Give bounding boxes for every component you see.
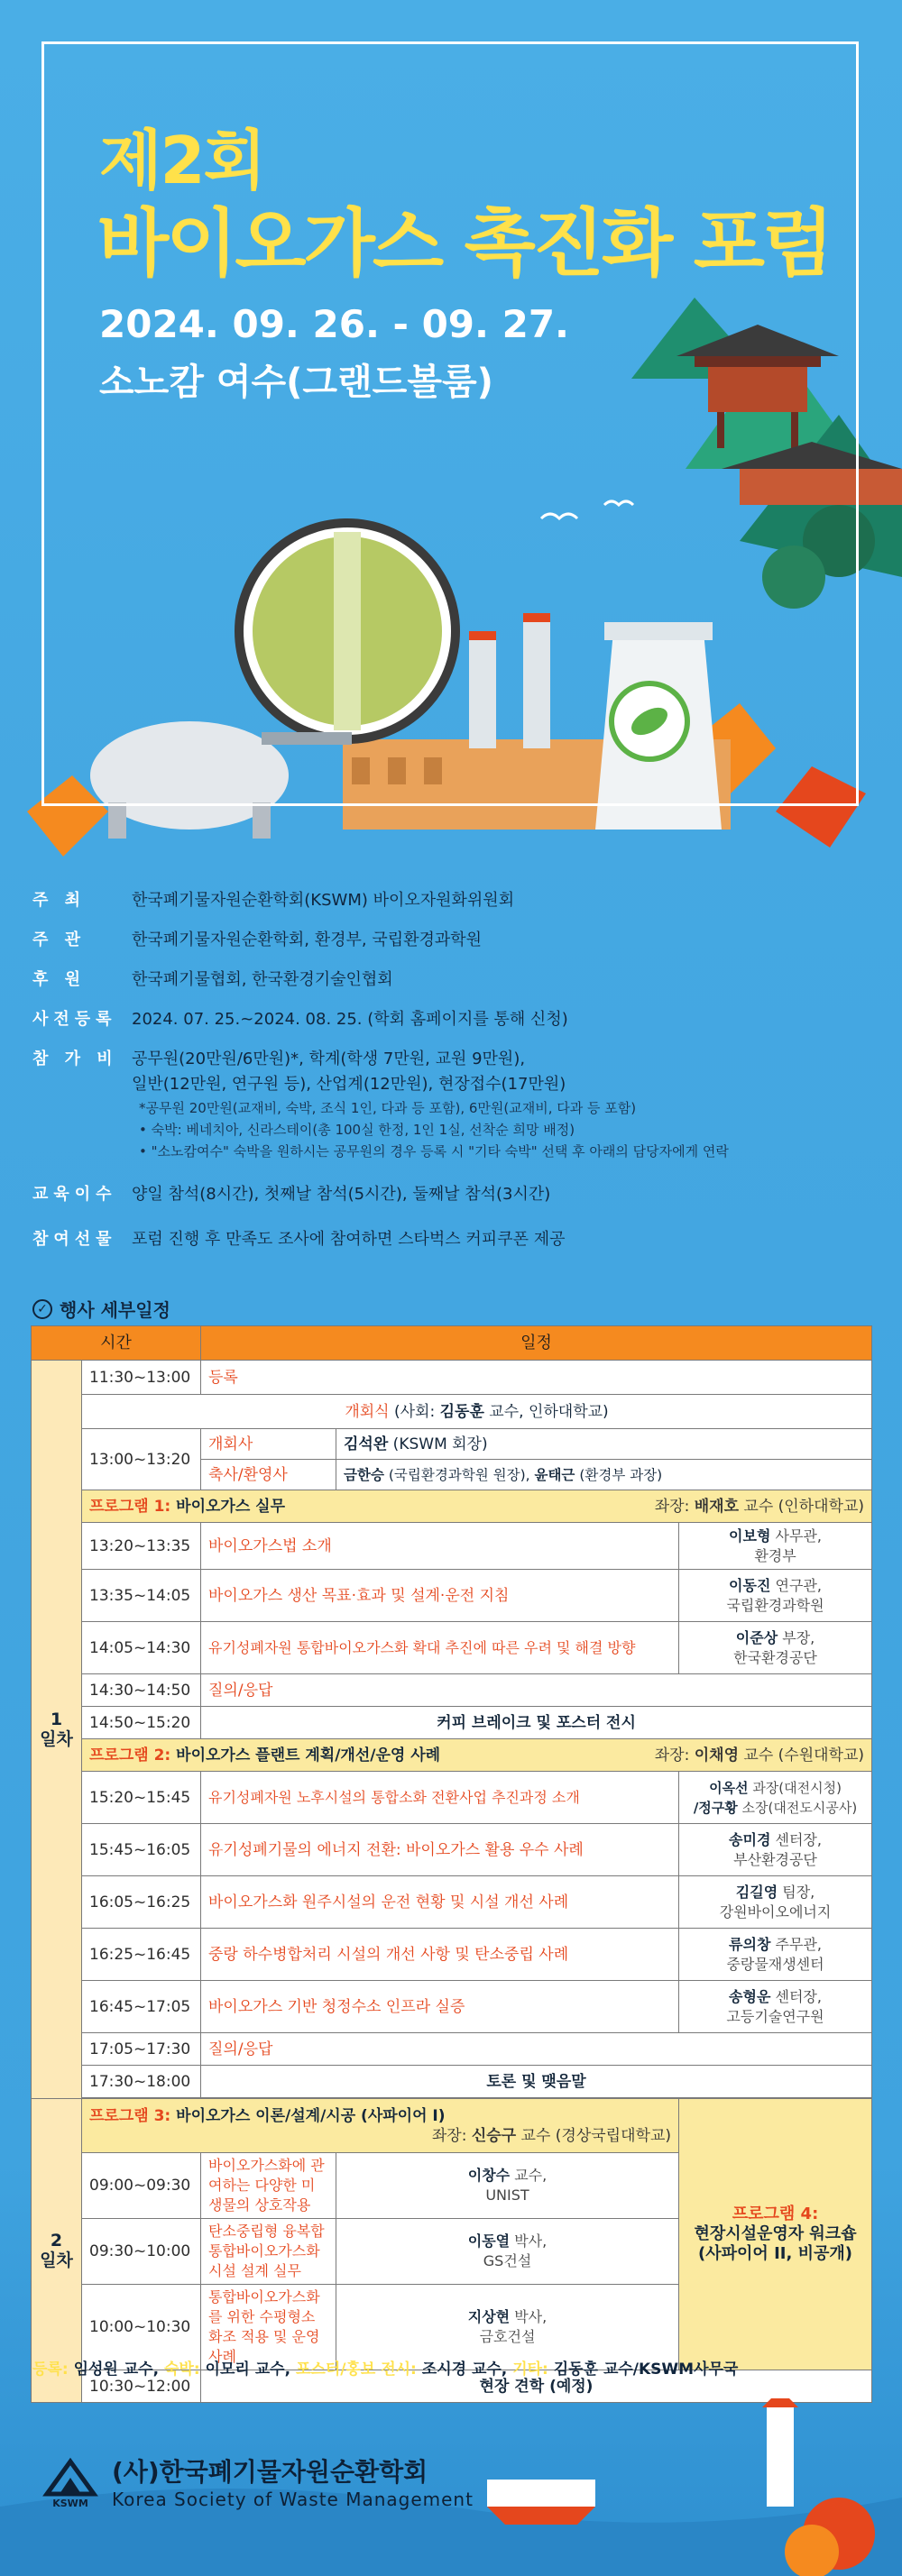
speaker-name: 류의창: [729, 1935, 771, 1953]
schedule-heading: [32, 1296, 170, 1322]
program-row: [32, 1739, 872, 1772]
forum-edition: 제2회: [99, 123, 265, 198]
time-cell: 10:30~12:00: [82, 2370, 201, 2403]
session-title: 바이오가스 생산 목표·효과 및 설계·운전 지침: [201, 1570, 679, 1622]
speaker-role: 박사,: [510, 2232, 548, 2250]
session-title: 중랑 하수병합처리 시설의 개선 사항 및 탄소중립 사례: [201, 1929, 679, 1981]
info-value: 양일 참석(8시간), 첫째날 참석(5시간), 둘째날 참석(3시간): [132, 1185, 551, 1204]
program-row: [32, 2099, 872, 2153]
speaker-role: 부장,: [778, 1628, 815, 1646]
fee-note: *공무원 20만원(교재비, 숙박, 조식 1인, 다과 등 포함), 6만원(교재비, 다과 등 포함): [139, 1100, 637, 1116]
program-header: [82, 1739, 872, 1772]
time-cell: 10:00~10:30: [82, 2285, 201, 2370]
table-row: [32, 1361, 872, 1395]
table-row: [32, 1622, 872, 1674]
speaker-role: 연구관,: [770, 1576, 822, 1594]
table-header-row: [32, 1326, 872, 1361]
speaker-role: 과장(대전시청): [748, 1779, 842, 1796]
opening-host-name: 김동훈: [439, 1402, 484, 1421]
speaker-name: 김석완: [344, 1435, 389, 1453]
col-header-schedule: 일정: [201, 1326, 872, 1361]
info-value: 포럼 진행 후 만족도 조사에 참여하면 스타벅스 커피쿠폰 제공: [132, 1230, 566, 1249]
time-cell: 14:50~15:20: [82, 1707, 201, 1739]
speaker-role: 팀장,: [778, 1883, 815, 1901]
time-cell: 13:00~13:20: [82, 1429, 201, 1490]
program-4-room: (사파이어 II, 비공개): [698, 2244, 852, 2263]
contact-value: 이모리 교수,: [199, 2361, 296, 2379]
contact-value: 김동훈 교수/KSWM사무국: [548, 2361, 739, 2379]
opening-host-rest: 교수, 인하대학교): [483, 1402, 609, 1421]
speaker-role: 주무관,: [770, 1935, 822, 1953]
program-chair: [89, 2126, 671, 2146]
time-cell: 09:30~10:00: [82, 2219, 201, 2285]
speaker-cell: [679, 1929, 872, 1981]
speaker-sub: (국립환경과학원 원장),: [383, 1466, 535, 1483]
program-label: 프로그램 2:: [89, 1746, 171, 1765]
info-block: [32, 888, 871, 1267]
speaker-cell: [336, 2219, 679, 2285]
chair-affil: 교수 (수원대학교): [739, 1746, 865, 1765]
speaker-cell: [679, 1981, 872, 2033]
program-title: 바이오가스 실무: [170, 1497, 286, 1516]
speaker-name: 윤태근: [534, 1466, 575, 1483]
time-cell: 11:30~13:00: [82, 1361, 201, 1395]
time-cell: 13:20~13:35: [82, 1523, 201, 1570]
speaker-org: 한국환경공단: [733, 1648, 817, 1666]
info-label: 사전등록: [32, 1010, 117, 1029]
program-header: [82, 2099, 679, 2153]
time-cell: 13:35~14:05: [82, 1570, 201, 1622]
table-row: [32, 1570, 872, 1622]
info-label: 후 원: [32, 970, 87, 989]
session-title: 통합바이오가스화를 위한 수평형소화조 적용 및 운영 사례: [201, 2285, 336, 2370]
program-4-label: 프로그램 4:: [732, 2205, 819, 2223]
check-circle-icon: ✓: [32, 1299, 52, 1319]
speaker-name: 송형운: [729, 1987, 771, 2005]
chair-name: 신승구: [471, 2126, 517, 2145]
speaker-org: 부산환경공단: [733, 1850, 817, 1868]
table-row: [32, 1981, 872, 2033]
info-row-education: [32, 1182, 871, 1207]
speaker-sub: (환경부 과장): [575, 1466, 663, 1483]
forum-date: 2024. 09. 26. - 09. 27.: [99, 302, 570, 346]
table-row: [32, 1824, 872, 1876]
contact-note: [32, 2356, 738, 2379]
info-label: 참 가 비: [32, 1050, 118, 1068]
logo-text: KSWM: [52, 2498, 88, 2508]
fee-note: • "소노캄여수" 숙박을 원하시는 공무원의 경우 등록 시 "기타 숙박" 선택 후 아래의 담당자에게 연락: [139, 1143, 729, 1160]
info-value: 한국폐기물자원순환학회, 환경부, 국립환경과학원: [132, 930, 483, 949]
speaker-name: 이보형: [729, 1526, 771, 1545]
info-row-gift: [32, 1227, 871, 1252]
speaker-name: 지상현: [467, 2308, 511, 2325]
program-title: 바이오가스 이론/설계/시공 (사파이어 I): [170, 2106, 446, 2125]
speaker-name: 김길영: [735, 1883, 778, 1901]
speaker-role: 소장(대전도시공사): [737, 1799, 858, 1816]
contact-key: 등록:: [32, 2361, 69, 2379]
speaker-org: 중랑물재생센터: [726, 1955, 824, 1973]
info-row-organizer: [32, 928, 871, 953]
program-label: 프로그램 3:: [89, 2106, 171, 2125]
session-title: 바이오가스 기반 청정수소 인프라 실증: [201, 1981, 679, 2033]
speaker-role: 사무관,: [770, 1526, 822, 1545]
session-title: 개회사: [201, 1429, 336, 1460]
time-cell: 14:05~14:30: [82, 1622, 201, 1674]
time-cell: 14:30~14:50: [82, 1674, 201, 1707]
day-label-text: 2 일차: [40, 2231, 73, 2270]
info-row-fee: [32, 1047, 871, 1162]
forum-title: 바이오가스 촉진화 포럼: [97, 201, 832, 287]
chair-name: 이채영: [694, 1746, 739, 1765]
opening-label: 개회식: [345, 1402, 390, 1421]
session-title: 질의/응답: [201, 2033, 872, 2066]
time-cell: 09:00~09:30: [82, 2153, 201, 2219]
info-value: [132, 1047, 871, 1162]
contact-value: 임성원 교수,: [68, 2361, 164, 2379]
info-row-registration: [32, 1007, 871, 1032]
info-value: 한국폐기물자원순환학회(KSWM) 바이오자원화위원회: [132, 891, 515, 910]
time-cell: 17:30~18:00: [82, 2066, 201, 2098]
contact-key: 숙박:: [163, 2361, 200, 2379]
org-name-english: Korea Society of Waste Management: [112, 2489, 474, 2510]
session-title: 유기성폐자원 노후시설의 통합소화 전환사업 추진과정 소개: [201, 1772, 679, 1824]
speaker-org: 고등기술연구원: [726, 2007, 824, 2025]
session-title: 커피 브레이크 및 포스터 전시: [201, 1707, 872, 1739]
session-title: 탄소중립형 융복합 통합바이오가스화 시설 설계 실무: [201, 2219, 336, 2285]
table-row: [32, 1876, 872, 1929]
speaker-org: GS건설: [483, 2252, 532, 2269]
speaker-name: 송미경: [729, 1830, 771, 1848]
day-label: [32, 1361, 82, 2099]
time-cell: 15:45~16:05: [82, 1824, 201, 1876]
speaker-cell: [679, 1772, 872, 1824]
session-title: 유기성폐기물의 에너지 전환: 바이오가스 활용 우수 사례: [201, 1824, 679, 1876]
schedule-table: [31, 1325, 872, 2403]
chair-label: 좌장:: [431, 2126, 472, 2145]
table-row: [32, 2033, 872, 2066]
session-title: 등록: [201, 1361, 872, 1395]
program-row: [32, 1490, 872, 1523]
program-4-cell: [679, 2099, 872, 2370]
speaker-cell: [679, 1622, 872, 1674]
day-label-text: 1 일차: [40, 1710, 73, 1749]
chair-affil: 교수 (인하대학교): [739, 1497, 865, 1516]
speaker-cell: [336, 2153, 679, 2219]
speaker-cell: [679, 1570, 872, 1622]
speaker-cell: [679, 1523, 872, 1570]
speaker-org: 강원바이오에너지: [719, 1902, 832, 1921]
time-cell: 16:45~17:05: [82, 1981, 201, 2033]
speaker-role: 박사,: [510, 2308, 548, 2325]
info-row-host: [32, 888, 871, 913]
table-row: [32, 1707, 872, 1739]
chair-affil: 교수 (경상국립대학교): [516, 2126, 671, 2145]
time-cell: 17:05~17:30: [82, 2033, 201, 2066]
contact-key: 포스터/홍보 전시:: [295, 2361, 417, 2379]
table-row: [32, 1772, 872, 1824]
opening-cell: [82, 1395, 872, 1429]
fee-note: • 숙박: 베네치아, 신라스테이(총 100실 한정, 1인 1실, 선착순 희망 배정): [139, 1122, 575, 1138]
table-row: [32, 1523, 872, 1570]
speaker-cell: [336, 1460, 872, 1490]
time-cell: 15:20~15:45: [82, 1772, 201, 1824]
col-header-time: 시간: [32, 1326, 201, 1361]
speaker-role: 센터장,: [770, 1830, 822, 1848]
table-row: [32, 1674, 872, 1707]
organization-logo-block: [40, 2452, 474, 2510]
speaker-role: 센터장,: [770, 1987, 822, 2005]
chair-name: 배재호: [694, 1497, 739, 1516]
table-row: [32, 1395, 872, 1429]
fee-line-1: 공무원(20만원/6만원)*, 학계(학생 7만원, 교원 9만원),: [132, 1050, 526, 1068]
session-title: 현장 견학 (예정): [201, 2370, 872, 2403]
session-title: 바이오가스법 소개: [201, 1523, 679, 1570]
info-label: 주 최: [32, 891, 87, 910]
time-cell: 16:25~16:45: [82, 1929, 201, 1981]
contact-key: 기타:: [512, 2361, 548, 2379]
info-label: 교육이수: [32, 1185, 117, 1204]
fee-line-2: 일반(12만원, 연구원 등), 산업계(12만원), 현장접수(17만원): [132, 1075, 566, 1094]
program-label: 프로그램 1:: [89, 1497, 171, 1516]
contact-value: 조시경 교수,: [416, 2361, 513, 2379]
speaker-sub: (KSWM 회장): [388, 1435, 488, 1453]
program-chair: [655, 1497, 864, 1517]
speaker-name: 이동진: [729, 1576, 771, 1594]
speaker-cell: [679, 1824, 872, 1876]
opening-host: (사회:: [389, 1402, 440, 1421]
session-title: 질의/응답: [201, 1674, 872, 1707]
speaker-org: 금호건설: [479, 2328, 536, 2345]
session-title: 축사/환영사: [201, 1460, 336, 1490]
info-value: 2024. 07. 25.~2024. 08. 25. (학회 홈페이지를 통해 신청): [132, 1010, 568, 1029]
info-label: 참여선물: [32, 1230, 117, 1249]
speaker-cell: [679, 1876, 872, 1929]
speaker-org: 환경부: [754, 1546, 796, 1564]
chair-label: 좌장:: [654, 1497, 695, 1516]
speaker-org: UNIST: [485, 2186, 529, 2204]
speaker-name: 금한승: [344, 1466, 384, 1483]
schedule-heading-text: 행사 세부일정: [60, 1299, 170, 1321]
forum-venue: 소노캄 여수(그랜드볼룸): [99, 362, 493, 403]
table-row: [32, 2066, 872, 2098]
speaker-name: 이옥선: [709, 1779, 749, 1796]
speaker-org: 국립환경과학원: [726, 1596, 824, 1614]
info-row-sponsor: [32, 967, 871, 993]
chair-label: 좌장:: [654, 1746, 695, 1765]
kswm-logo-icon: [40, 2454, 101, 2508]
program-header: [82, 1490, 872, 1523]
program-title: 바이오가스 플랜트 계획/개선/운영 사례: [170, 1746, 441, 1765]
speaker-name: 이동열: [467, 2232, 511, 2250]
session-title: 바이오가스화에 관여하는 다양한 미생물의 상호작용: [201, 2153, 336, 2219]
speaker-name: 이창수: [467, 2167, 511, 2184]
speaker-name: 이준상: [735, 1628, 778, 1646]
time-cell: 16:05~16:25: [82, 1876, 201, 1929]
program-4-title: 현장시설운영자 워크숍: [694, 2224, 857, 2243]
org-name-korean: (사)한국폐기물자원순환학회: [112, 2457, 428, 2487]
table-row: [32, 1929, 872, 1981]
info-value: 한국폐기물협회, 한국환경기술인협회: [132, 970, 393, 989]
session-title: 유기성폐자원 통합바이오가스화 확대 추진에 따른 우려 및 해결 방향: [201, 1622, 679, 1674]
program-chair: [655, 1746, 864, 1765]
speaker-cell: [336, 1429, 872, 1460]
session-title: 토론 및 맺음말: [201, 2066, 872, 2098]
speaker-name: /정구황: [693, 1799, 738, 1816]
session-title: 바이오가스화 원주시설의 운전 현황 및 시설 개선 사례: [201, 1876, 679, 1929]
speaker-role: 교수,: [510, 2167, 548, 2184]
table-row: [32, 1429, 872, 1460]
info-label: 주 관: [32, 930, 87, 949]
